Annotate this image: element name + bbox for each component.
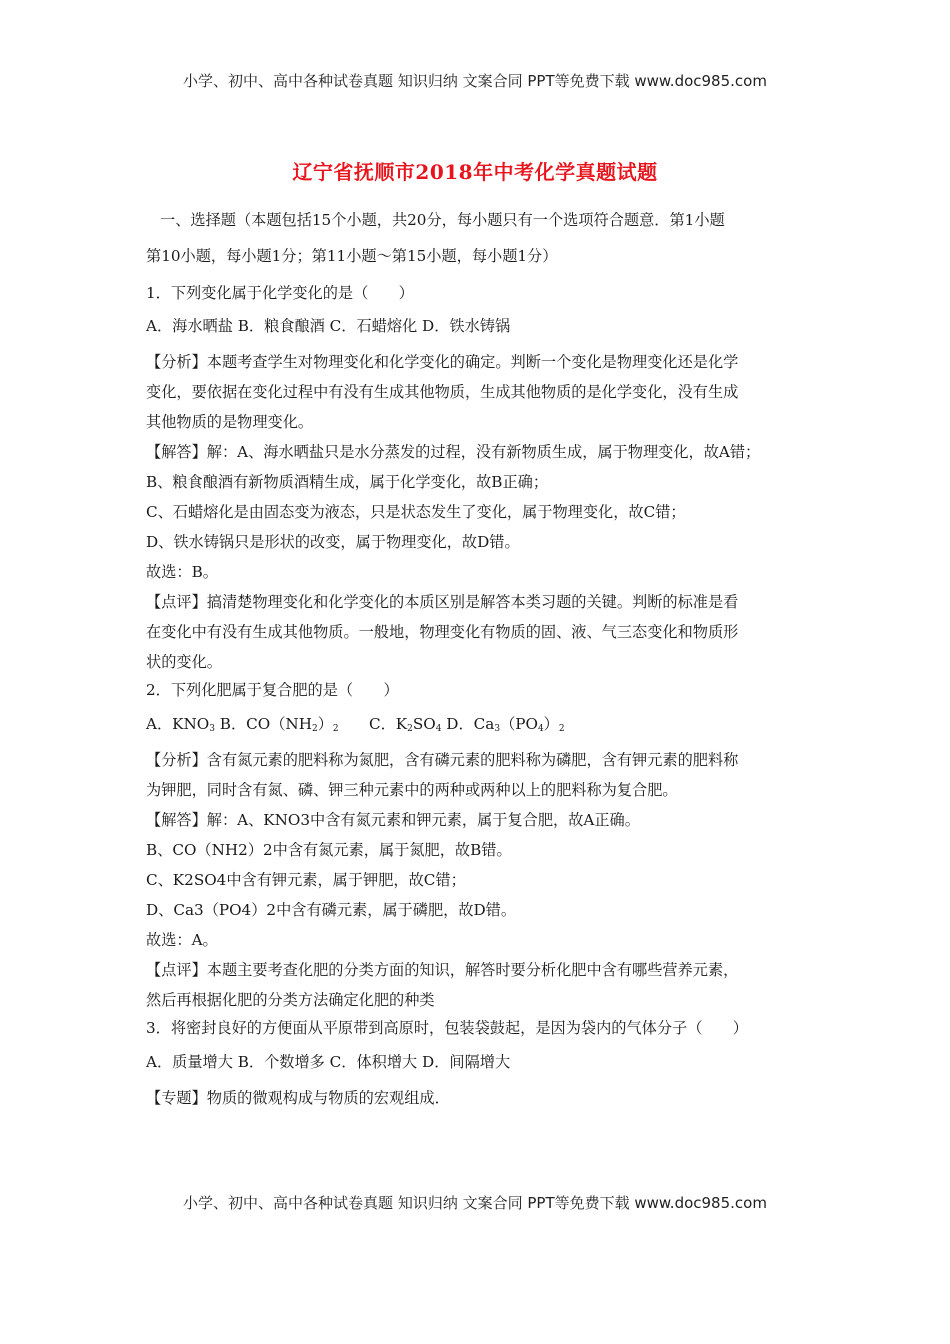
q1-analysis-line-3: 其他物质的是物理变化。 [146,413,314,431]
q2-analysis-line-2: 为钾肥，同时含有氮、磷、钾三种元素中的两种或两种以上的肥料称为复合肥。 [146,781,678,799]
q1-answer-line-1: 【解答】解：A、海水晒盐只是水分蒸发的过程，没有新物质生成，属于物理变化，故A错； [146,443,761,461]
q2-stem: 2．下列化肥属于复合肥的是（ ） [146,681,399,699]
q2-analysis-line-1: 【分析】含有氮元素的肥料称为氮肥，含有磷元素的肥料称为磷肥，含有钾元素的肥料称 [146,751,739,769]
page-header: 小学、初中、高中各种试卷真题 知识归纳 文案合同 PPT等免费下载 www.doc985.com [183,72,767,90]
q1-comment-line-1: 【点评】搞清楚物理变化和化学变化的本质区别是解答本类习题的关键。判断的标准是看 [146,593,739,611]
q1-answer-choice: 故选：B。 [146,563,218,581]
q1-answer-line-3: C、石蜡熔化是由固态变为液态，只是状态发生了变化，属于物理变化，故C错； [146,503,686,521]
q2-comment-line-1: 【点评】本题主要考查化肥的分类方面的知识，解答时要分析化肥中含有哪些营养元素， [146,961,739,979]
section-intro-line-1: 一、选择题（本题包括15个小题，共20分，每小题只有一个选项符合题意．第1小题 [160,211,725,229]
q3-stem: 3．将密封良好的方便面从平原带到高原时，包装袋鼓起，是因为袋内的气体分子（ ） [146,1019,748,1037]
q2-answer-line-3: C、K2SO4中含有钾元素，属于钾肥，故C错； [146,871,466,889]
q1-comment-line-3: 状的变化。 [146,653,222,671]
q2-options: A．$KNO_3$ B．$CO(NH_2)_2$ C．$K_2SO_4$ D．$Ca_3(PO_4)_2$ [146,715,565,734]
q2-answer-choice: 故选：A。 [146,931,218,949]
q2-comment-line-2: 然后再根据化肥的分类方法确定化肥的种类 [146,991,435,1009]
page-title: 辽宁省抚顺市2018年中考化学真题试题 [292,160,658,184]
q1-comment-line-2: 在变化中有没有生成其他物质。一般地，物理变化有物质的固、液、气三态变化和物质形 [146,623,739,641]
q3-topic: 【专题】物质的微观构成与物质的宏观组成． [146,1089,450,1107]
section-intro-line-2: 第10小题，每小题1分；第11小题～第15小题，每小题1分） [146,247,558,265]
q1-answer-line-2: B、粮食酿酒有新物质酒精生成，属于化学变化，故B正确； [146,473,549,491]
q1-options: A．海水晒盐 B．粮食酿酒 C．石蜡熔化 D．铁水铸锅 [146,317,511,335]
q2-answer-line-4: D、Ca3（PO4）2中含有磷元素，属于磷肥，故D错。 [146,901,517,919]
q2-answer-line-2: B、CO（NH2）2中含有氮元素，属于氮肥，故B错。 [146,841,512,859]
q1-analysis-line-1: 【分析】本题考查学生对物理变化和化学变化的确定。判断一个变化是物理变化还是化学 [146,353,739,371]
q1-answer-line-4: D、铁水铸锅只是形状的改变，属于物理变化，故D错。 [146,533,520,551]
q3-options: A．质量增大 B．个数增多 C．体积增大 D．间隔增大 [146,1053,511,1071]
q2-answer-line-1: 【解答】解：A、KNO3中含有氮元素和钾元素，属于复合肥，故A正确。 [146,811,640,829]
q1-analysis-line-2: 变化，要依据在变化过程中有没有生成其他物质，生成其他物质的是化学变化，没有生成 [146,383,739,401]
q1-stem: 1．下列变化属于化学变化的是（ ） [146,284,414,302]
page-footer: 小学、初中、高中各种试卷真题 知识归纳 文案合同 PPT等免费下载 www.doc985.com [183,1194,767,1212]
